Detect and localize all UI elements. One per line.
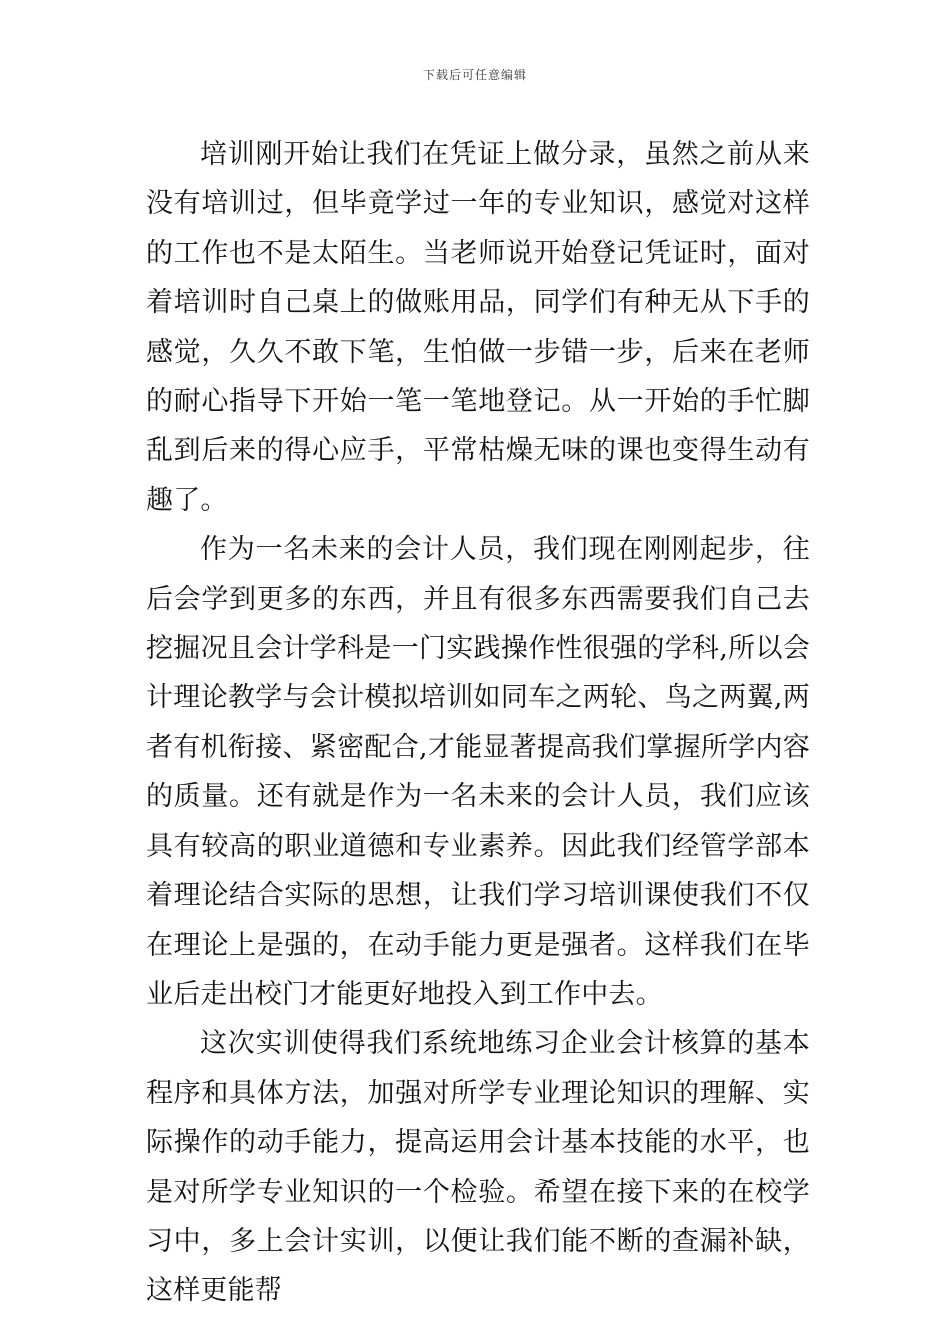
document-body bbox=[146, 130, 810, 1316]
paragraph-3: 这次实训使得我们系统地练习企业会计核算的基本程序和具体方法，加强对所学专业理论知识的理解、实际操作的动手能力，提高运用会计基本技能的水平，也是对所学专业知识的一个检验。希望在接下来的在校学习中，多上会计实训，以便让我们能不断的查漏补缺，这样更能帮 bbox=[146, 1028, 810, 1307]
paragraph-1: 培训刚开始让我们在凭证上做分录，虽然之前从来没有培训过，但毕竟学过一年的专业知识，感觉对这样的工作也不是太陌生。当老师说开始登记凭证时，面对着培训时自己桌上的做账用品，同学们有种无从下手的感觉，久久不敢下笔，生怕做一步错一步，后来在老师的耐心指导下开始一笔一笔地登记。从一开始的手忙脚乱到后来的得心应手，平常枯燥无味的课也变得生动有趣了。 bbox=[146, 139, 810, 516]
paragraph-2: 作为一名未来的会计人员，我们现在刚刚起步，往后会学到更多的东西，并且有很多东西需要我们自己去挖掘况且会计学科是一门实践操作性很强的学科,所以会计理论教学与会计模拟培训如同车之两轮、鸟之两翼,两者有机衔接、紧密配合,才能显著提高我们掌握所学内容的质量。还有就是作为一名未来的会计人员，我们应该具有较高的职业道德和专业素养。因此我们经管学部本着理论结合实际的思想，让我们学习培训课使我们不仅在理论上是强的，在动手能力更是强者。这样我们在毕业后走出校门才能更好地投入到工作中去。 bbox=[146, 534, 810, 1010]
header-note: 下载后可任意编辑 bbox=[422, 68, 527, 82]
